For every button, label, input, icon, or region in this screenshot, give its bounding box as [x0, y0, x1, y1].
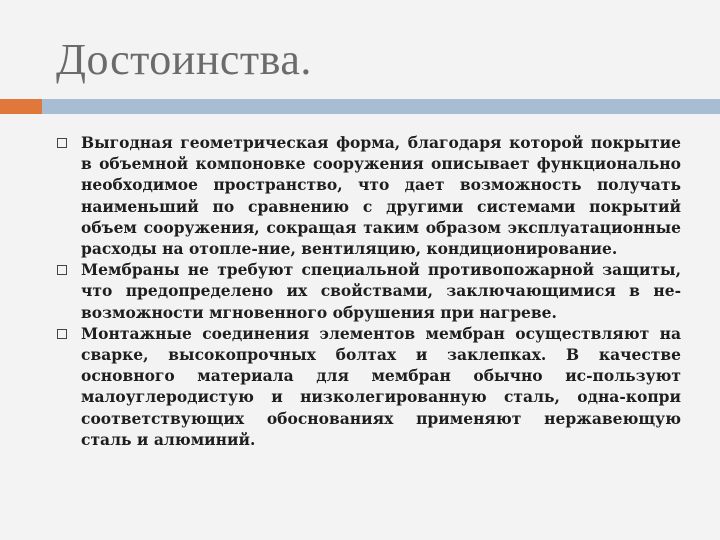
square-bullet-icon [57, 138, 67, 148]
slide-title: Достоинства. [56, 35, 312, 84]
bullet-text: Монтажные соединения элементов мембран осуществляют на сварке, высокопрочных болтах и заклепках. В качестве основного материала для мембран обычно ис-пользуют малоуглеродистую и низколегированную сталь, одна-копри соответствующих обоснованиях применяют нержавеющую сталь и алюминий. [81, 323, 681, 449]
accent-bar-blue [42, 99, 720, 114]
bullet-text: Выгодная геометрическая форма, благодаря которой покрытие в объемной компоновке сооружения описывает функционально необходимое пространство, что дает возможность получать наименьший по сравнению с другими системами покрытий объем сооружения, сокращая таким образом эксплуатационные расходы на отопле-ние, вентиляцию, кондиционирование. [81, 133, 681, 259]
bullet-item [57, 259, 681, 323]
bullet-list [57, 132, 681, 450]
square-bullet-icon [57, 265, 67, 275]
bullet-item [57, 132, 681, 259]
bullet-item [57, 323, 681, 450]
bullet-text: Мембраны не требуют специальной противопожарной защиты, что предопределено их свойствами, заключающимися в не-возможности мгновенного обрушения при нагреве. [81, 260, 681, 322]
accent-bar-orange [0, 99, 42, 114]
square-bullet-icon [57, 329, 67, 339]
